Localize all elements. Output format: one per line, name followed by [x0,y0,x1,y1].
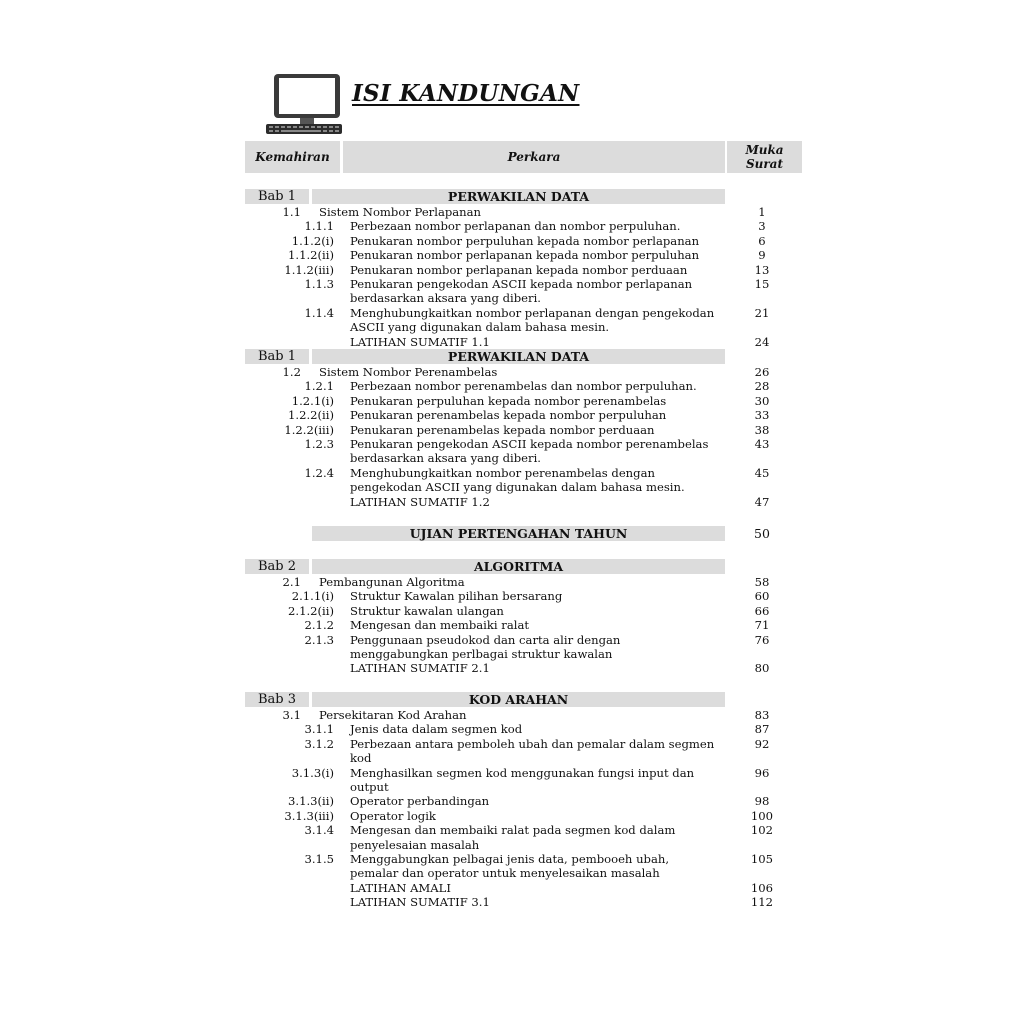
toc-entry-text: Mengesan dan membaiki ralat pada segmen kod dalam penyelesaian masalah [350,823,676,852]
toc-entry-text: Persekitaran Kod Arahan [319,708,467,722]
toc-entry-code: 2.1.1(i) [291,589,334,604]
section-title: ALGORITMA [312,559,725,574]
page-number: 50 [754,526,770,541]
toc-entry-text: LATIHAN SUMATIF 3.1 [350,895,490,910]
section-chapter-label: Bab 1 [245,349,309,364]
toc-entry-page: 102 [750,823,774,838]
toc-entry-text: LATIHAN SUMATIF 1.1 [350,334,490,349]
toc-entry-text: Penukaran perpuluhan kepada nombor perenambelas [350,393,667,408]
toc-entry-text: LATIHAN SUMATIF 2.1 [350,661,490,676]
toc-entry-text: Menghubungkaitkan nombor perlapanan dengan pengekodan ASCII yang digunakan dalam bahasa mesin. [350,305,715,335]
section-title: KOD ARAHAN [312,692,725,707]
toc-entry-page: 66 [754,603,770,618]
toc-entry-text: Penukaran pengekodan ASCII kepada nombor perenambelas berdasarkan aksara yang diberi. [350,437,709,466]
toc-entry-code: 3.1 [282,708,301,722]
toc-entry-text: Menghasilkan segmen kod menggunakan fungsi input dan output [350,765,695,794]
toc-entry-text: Menghubungkaitkan nombor perenambelas dengan pengekodan ASCII yang digunakan dalam bahasa mesin. [350,465,685,495]
section-title: PERWAKILAN DATA [312,189,725,204]
toc-entry-text: Penukaran nombor perpuluhan kepada nombor perlapanan [350,233,700,248]
toc-entry-text: Sistem Nombor Perlapanan [319,205,482,219]
toc-entry-text: Perbezaan nombor perlapanan dan nombor perpuluhan. [350,219,681,234]
toc-entry-page: 30 [754,393,770,408]
toc-entry-page: 47 [754,494,770,509]
toc-entry-page: 33 [754,408,770,423]
toc-entry-page: 21 [754,305,770,320]
toc-entry-text: Struktur kawalan ulangan [350,603,504,618]
toc-entry-code: 1.2.2(ii) [288,408,334,423]
toc-entry-text: Penggunaan pseudokod dan carta alir dengan menggabungkan perlbagai struktur kawalan [350,632,621,661]
toc-entry-text: Penukaran nombor perlapanan kepada nombor perduaan [350,262,688,277]
toc-entry-code: 3.1.3(iii) [284,808,334,823]
toc-entry-text: Operator logik [350,808,436,823]
toc-entry-page: 43 [754,437,770,451]
toc-entry-text: LATIHAN SUMATIF 1.2 [350,494,490,509]
toc-entry-page: 26 [754,365,770,379]
toc-entry-text: Menggabungkan pelbagai jenis data, pembooeh ubah, pemalar dan operator untuk menyelesaikan masalah [350,852,670,881]
toc-entry-page: 1 [758,205,766,219]
toc-entry-page: 28 [754,379,770,394]
toc-entry-text: Sistem Nombor Perenambelas [319,365,498,379]
toc-entry-text: Penukaran pengekodan ASCII kepada nombor perlapanan berdasarkan aksara yang diberi. [350,277,693,306]
toc-entry-code: 2.1.2(ii) [288,603,334,618]
toc-entry-code: 3.1.3(ii) [288,794,334,809]
toc-entry-code: 1.1.4 [304,305,334,320]
toc-entry-code: 1.2.4 [304,465,334,480]
page-title: ISI KANDUNGAN [352,80,580,107]
toc-entry-code: 3.1.5 [304,852,334,866]
toc-entry-code: 3.1.4 [304,823,334,838]
toc-entry-code: 2.1 [282,575,301,589]
toc-entry-page: 100 [750,808,774,823]
toc-entry-text: LATIHAN AMALI [350,880,451,895]
toc-entry-text: Penukaran perenambelas kepada nombor perpuluhan [350,408,667,423]
toc-entry-page: 83 [754,708,770,722]
toc-entry-text: Perbezaan antara pemboleh ubah dan pemalar dalam segmen kod [350,736,715,766]
toc-entry-code: 2.1.3 [304,632,334,647]
column-header-kemahiran: Kemahiran [245,141,340,173]
toc-entry-code: 1.1.1 [304,219,334,234]
toc-entry-page: 80 [754,661,770,676]
column-header-muka-surat: Muka Surat [727,141,802,173]
section-chapter-label: Bab 2 [245,559,309,574]
toc-entry-page: 92 [754,736,770,751]
toc-entry-page: 3 [758,219,766,234]
toc-entry-page: 15 [754,277,770,291]
toc-entry-code: 1.1.2(ii) [288,248,334,263]
toc-entry-text: Mengesan dan membaiki ralat [350,618,530,633]
section-title: PERWAKILAN DATA [312,349,725,364]
toc-entry-code: 1.2.1 [304,379,334,394]
toc-entry-page: 106 [750,880,774,895]
toc-entry-page: 38 [754,422,770,437]
toc-entry-page: 105 [750,852,774,866]
toc-entry-page: 87 [754,722,770,737]
toc-entry-page: 24 [754,334,770,349]
toc-entry-code: 1.2.2(iii) [284,422,334,437]
toc-entry-code: 1.1 [282,205,301,219]
toc-entry-text: Penukaran nombor perlapanan kepada nombor perpuluhan [350,248,700,263]
toc-entry-text: Jenis data dalam segmen kod [350,722,523,737]
toc-entry-text: Pembangunan Algoritma [319,575,465,589]
toc-entry-page: 60 [754,589,770,604]
toc-entry-code: 3.1.2 [304,736,334,751]
toc-entry-page: 45 [754,465,770,480]
toc-entry-page: 98 [754,794,770,809]
toc-entry-page: 96 [754,765,770,780]
toc-entry-page: 112 [750,895,774,910]
toc-entry-code: 1.2 [282,365,301,379]
toc-entry-code: 3.1.1 [304,722,334,737]
toc-entry-text: Struktur Kawalan pilihan bersarang [350,589,563,604]
section-chapter-label: Bab 3 [245,692,309,707]
toc-entry-code: 1.1.2(i) [291,233,334,248]
toc-entry-code: 3.1.3(i) [291,765,334,780]
toc-entry-page: 58 [754,575,770,589]
column-header-perkara: Perkara [343,141,725,173]
toc-entry-page: 76 [754,632,770,647]
toc-entry-code: 1.2.3 [304,437,334,451]
toc-entry-code: 2.1.2 [304,618,334,633]
toc-entry-text: Perbezaan nombor perenambelas dan nombor perpuluhan. [350,379,697,394]
toc-entry-code: 1.1.2(iii) [284,262,334,277]
toc-entry-page: 13 [754,262,770,277]
section-chapter-label: Bab 1 [245,189,309,204]
toc-entry-page: 6 [758,233,766,248]
section-title: UJIAN PERTENGAHAN TAHUN [312,526,725,541]
toc-entry-page: 71 [754,618,770,633]
toc-entry-code: 1.2.1(i) [291,393,334,408]
toc-entry-text: Penukaran perenambelas kepada nombor perduaan [350,422,655,437]
toc-entry-text: Operator perbandingan [350,794,490,809]
toc-entry-code: 1.1.3 [304,277,334,291]
toc-entry-page: 9 [758,248,766,263]
